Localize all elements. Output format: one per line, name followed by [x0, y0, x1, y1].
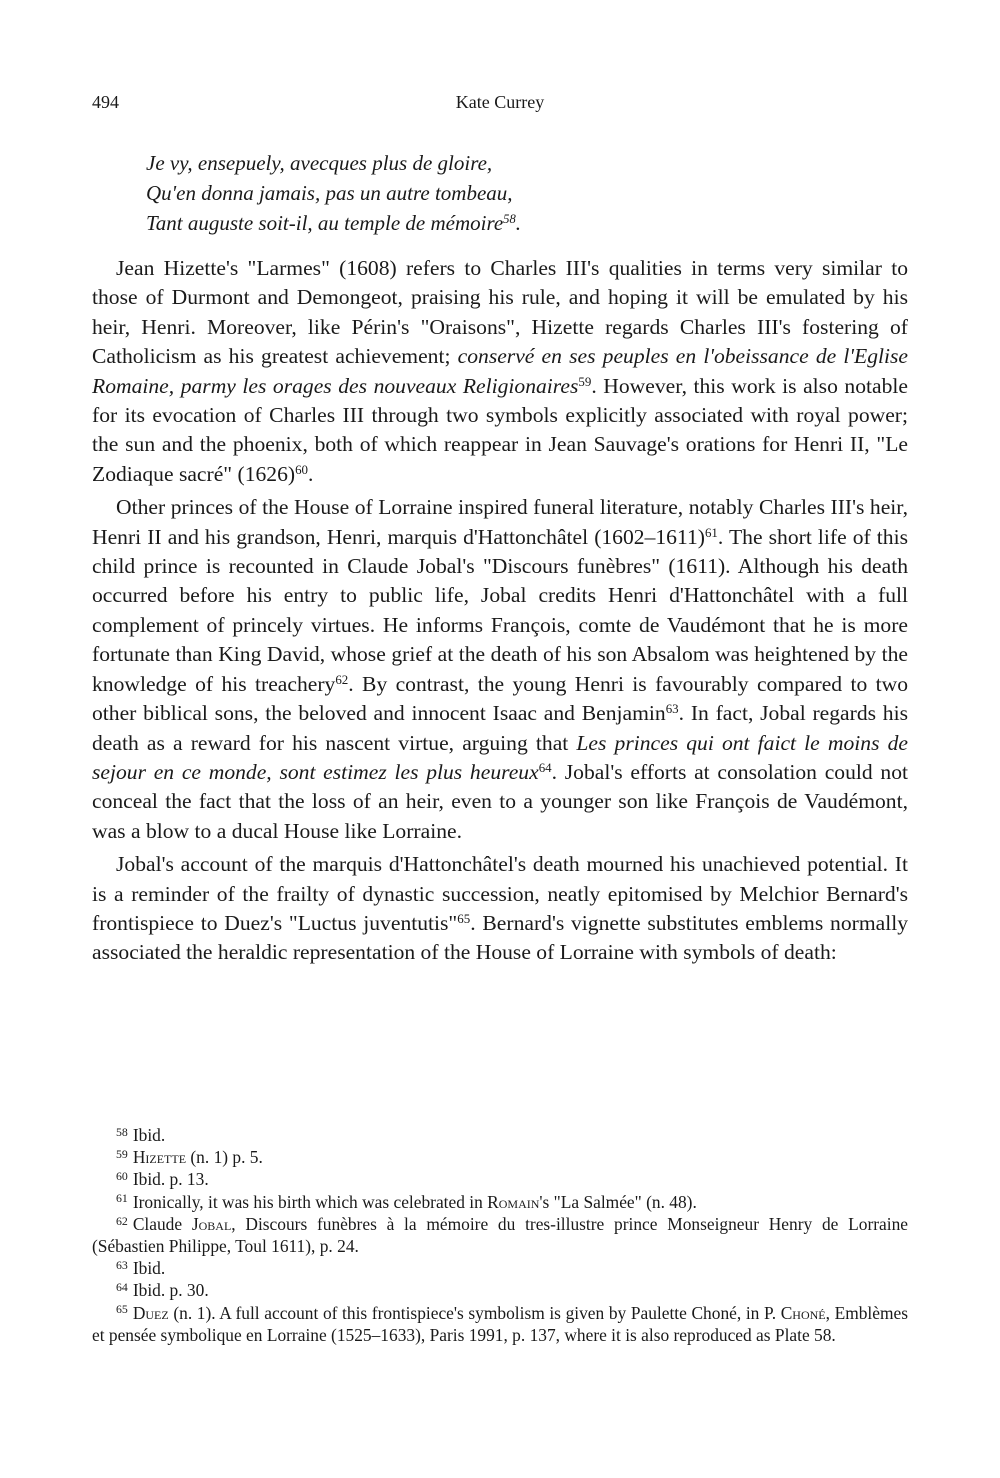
italic-quote: conservé en ses peuples en l'obeissance de l'Eglise Romaine, parmy les orages des nouveaux Religionaires	[92, 344, 908, 398]
text-run: (n. 1). A full account of this frontispiece's symbolism is given by Paulette Choné, in P.	[168, 1302, 781, 1323]
text-run: (n. 1) p. 5.	[186, 1147, 263, 1168]
text-run: Claude	[132, 1213, 192, 1234]
text-run: Ironically, it was his birth which was celebrated in	[132, 1191, 488, 1212]
running-header	[92, 92, 908, 118]
page-number: 494	[92, 92, 119, 112]
paragraph	[92, 493, 908, 846]
footnote	[92, 1279, 908, 1301]
author-name: Choné	[780, 1302, 826, 1323]
text-run: Ibid.	[132, 1125, 166, 1145]
text-run: , Emblèmes et pensée symbolique en Lorraine (1525–1633), Paris 1991, p. 137, where it is also reproduced as Plate 58.	[92, 1302, 908, 1345]
footnote	[92, 1146, 908, 1168]
text-run: 's "La Salmée" (n. 48).	[539, 1191, 697, 1212]
text-run: , Discours funèbres à la mémoire du tres-illustre prince Monseigneur Henry de Lorraine (Sébastien Philippe, Toul 1611), p. 24.	[92, 1213, 908, 1257]
running-head-author: Kate Currey	[455, 92, 545, 112]
footnote	[92, 1191, 908, 1213]
italic-quote: Les princes qui ont faict le moins de sejour en ce monde, sont estimez les plus heureux	[92, 730, 908, 784]
footnote-number: 59	[116, 1146, 128, 1161]
footnote-number: 65	[116, 1302, 128, 1317]
text-run: . The short life of this child prince is recounted in Claude Jobal's "Discours funèbres" (1611). Although his death occurred before his entry to public life, Jobal credits Henri d'Hattonchâtel with a full complement of princely virtues. He informs François, comte de Vaudémont that he is more fortunate than King David, whose grief at the death of his son Absalom was heightened by the knowledge of his treachery	[92, 524, 908, 696]
text-run: Ibid. p. 13.	[132, 1169, 209, 1190]
footnote-number: 63	[116, 1257, 128, 1272]
author-name: Jobal	[191, 1213, 232, 1234]
footnote	[92, 1124, 908, 1146]
paragraph	[92, 254, 908, 489]
text-run: .	[308, 461, 314, 486]
text-run: . In fact, Jobal regards his death as a reward for his nascent virtue, arguing that	[92, 701, 908, 755]
footnote-number: 62	[116, 1213, 128, 1228]
footnote-ref: 58	[503, 212, 516, 227]
footnote-number: 58	[116, 1124, 128, 1139]
verse-line: Je vy, ensepuely, avecques plus de gloire,	[146, 151, 493, 175]
footnote	[92, 1302, 908, 1346]
footnote	[92, 1257, 908, 1279]
footnote-ref: 63	[665, 700, 679, 716]
author-name: Hizette	[132, 1147, 187, 1168]
footnotes	[92, 1124, 908, 1346]
footnote-ref: 65	[457, 910, 471, 926]
paragraph	[92, 850, 908, 968]
verse-line: Tant auguste soit-il, au temple de mémoire$^{58}$.	[146, 211, 522, 235]
text-run: Ibid.	[132, 1258, 166, 1279]
text-run: . Bernard's vignette substitutes emblems normally associated the heraldic representation of the House of Lorraine with symbols of death:	[92, 910, 908, 965]
text-run: Jobal's account of the marquis d'Hattonchâtel's death mourned his unachieved potential. It is a reminder of the frailty of dynastic succession, neatly epitomised by Melchior Bernard's frontispiece to Duez's "Luctus juventutis"	[92, 852, 908, 935]
footnote-ref: 62	[335, 671, 349, 687]
text-run: . However, this work is also notable for its evocation of Charles III through two symbols explicitly associated with royal power; the sun and the phoenix, both of which reappear in Jean Sauvage's orations for Henri II, "Le Zodiaque sacré" (1626)	[92, 373, 908, 486]
verse-quotation	[146, 148, 886, 238]
text-run: . By contrast, the young Henri is favourably compared to two other biblical sons, the beloved and innocent Isaac and Benjamin	[92, 671, 908, 726]
author-name: Duez	[132, 1302, 169, 1323]
footnote-number: 60	[116, 1169, 128, 1184]
author-name: Romain	[487, 1191, 540, 1212]
footnote-ref: 64	[538, 759, 552, 775]
footnote-ref: 61	[704, 524, 718, 540]
text-run: Other princes of the House of Lorraine inspired funeral literature, notably Charles III's heir, Henri II and his grandson, Henri, marquis d'Hattonchâtel (1602–1611)	[92, 495, 908, 549]
footnote-ref: 59	[578, 373, 592, 389]
footnote-ref: 60	[295, 461, 309, 477]
footnote	[92, 1213, 908, 1257]
text-run: . Jobal's efforts at consolation could not conceal the fact that the loss of an heir, even to a younger son like François de Vaudémont, was a blow to a ducal House like Lorraine.	[92, 759, 908, 843]
body-text	[92, 254, 908, 968]
text-run: Ibid. p. 30.	[132, 1280, 209, 1301]
verse-line: Qu'en donna jamais, pas un autre tombeau,	[146, 181, 513, 205]
footnote-number: 64	[116, 1280, 128, 1295]
footnote	[92, 1168, 908, 1190]
text-run: Jean Hizette's "Larmes" (1608) refers to Charles III's qualities in terms very similar to those of Durmont and Demongeot, praising his rule, and hoping it will be emulated by his heir, Henri. Moreover, like Périn's "Oraisons", Hizette regards Charles III's fostering of Catholicism as his greatest achievement;	[92, 256, 908, 369]
footnote-number: 61	[116, 1191, 128, 1206]
